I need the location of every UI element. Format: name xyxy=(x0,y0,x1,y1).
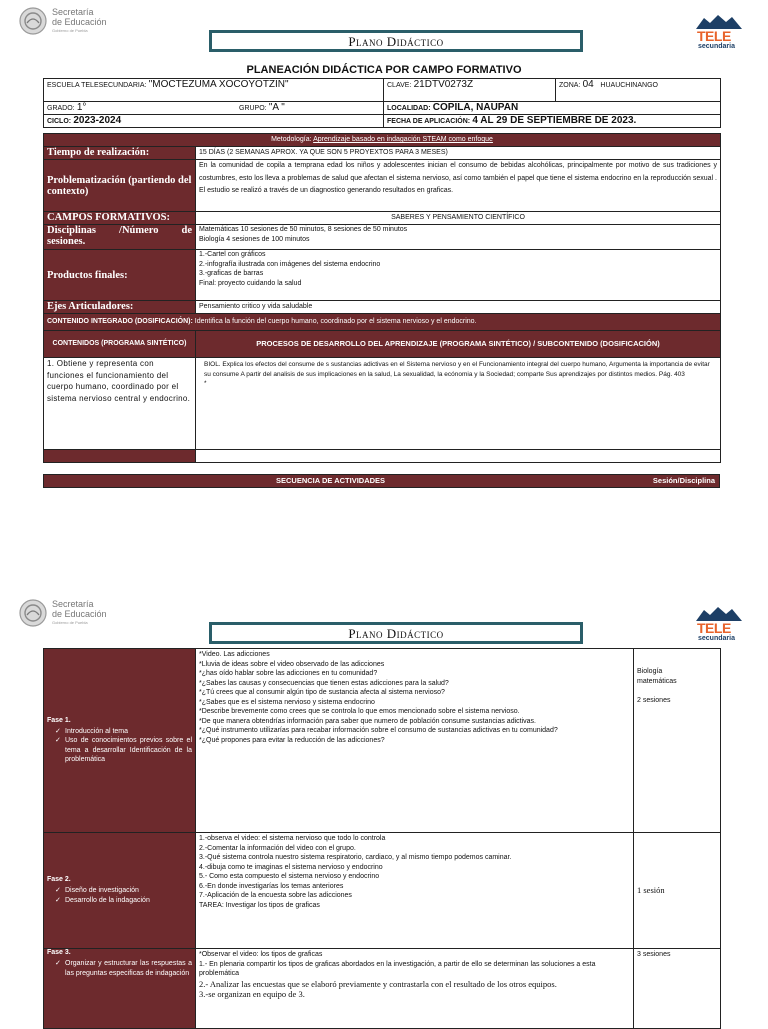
page-2 xyxy=(0,592,768,1024)
activity-line: 1.-observa el video: el sistema nervioso que todo lo controla xyxy=(199,835,386,842)
ciclo-label: CICLO: xyxy=(47,118,72,125)
sep-logo-line3: Gobierno de Puebla xyxy=(52,620,88,625)
blank-cell xyxy=(44,450,196,463)
contenido-text: 1. Obtiene y representa con funciones el funcionamiento del cuerpo humano, coordinado por el sistema nervioso central y endocrino. xyxy=(44,358,196,450)
productos-label: Productos finales: xyxy=(44,250,196,301)
activity-line: *¿Tú crees que al consumir algún tipo de sustancia afecta al sistema nervioso? xyxy=(199,689,445,696)
tiempo-label: Tiempo de realización: xyxy=(44,147,196,160)
session-line: 2 sesiones xyxy=(637,696,671,704)
fase-2-item: ✓ Diseño de investigación xyxy=(65,886,192,896)
fase-2-cell xyxy=(44,833,196,949)
tiempo-value: 15 DÍAS (2 SEMANAS APROX. YA QUE SON 5 PROYEXTOS PARA 3 MESES) xyxy=(196,147,721,160)
problematizacion-value: En la comunidad de copila a temprana edad los niños y adolescentes inician el consumo de bebidas alcohólicas, principalmente por motivo de sus tradiciones y costumbres, esto los lleva a problemas de salud que afectan el sistema nervioso, así como también el papel que tiene el sistema endocrino en la reproducción sexual . El estudio se realizó a través de un diagnostico generando resultados en graficas. xyxy=(196,160,721,212)
fase-2-activities xyxy=(196,833,634,949)
producto-line: 2.-infografía ilustrada con imágenes del sistema endocrino xyxy=(199,260,381,268)
fecha-cell xyxy=(384,115,721,128)
fase-3-activities xyxy=(196,949,634,1029)
activity-line: 2.- Analizar las encuestas que se elaboró previamente y contrastarla con el resultado de los otros equipos. xyxy=(199,978,557,989)
localidad-cell xyxy=(384,102,721,115)
planning-table xyxy=(43,133,721,463)
ejes-value: Pensamiento critico y vida saludable xyxy=(196,301,721,314)
activity-line: *Observar el video: los tipos de graficas xyxy=(199,951,323,958)
contenido-integrado-row xyxy=(44,314,721,331)
session-line: Biología xyxy=(637,668,663,675)
zona-label: ZONA: xyxy=(559,82,581,89)
activity-line: *¿Sabes las causas y consecuencias que tienen estas adicciones para la salud? xyxy=(199,679,449,687)
fase-2-title: Fase 2. xyxy=(47,876,71,883)
sep-logo xyxy=(18,598,158,630)
activity-line: 5.- Como esta compuesto el sistema nervioso y endocrino xyxy=(199,873,380,880)
activity-line: *Video. Las adicciones xyxy=(199,651,270,658)
escuela-value: "MOCTEZUMA XOCOYOTZIN" xyxy=(148,79,289,90)
seal-icon xyxy=(18,6,48,36)
localidad-label: LOCALIDAD: xyxy=(387,105,431,112)
plano-title: Plano Didáctico xyxy=(209,622,583,644)
fecha-value: 4 AL 29 DE SEPTIEMBRE DE 2023. xyxy=(472,115,637,126)
sep-logo-line2: de Educación xyxy=(52,17,107,27)
grupo-value: "A " xyxy=(268,102,285,113)
disciplinas-label: Disciplinas /Número de sesiones. xyxy=(44,225,196,250)
blank-cell xyxy=(196,450,721,463)
fase-1-activities xyxy=(196,649,634,833)
secuencia-bar xyxy=(43,474,720,488)
procesos-header: PROCESOS DE DESARROLLO DEL APRENDIZAJE (PROGRAMA SINTÉTICO) / SUBCONTENIDO (DOSIFICACIÓN) xyxy=(196,331,721,358)
school-info-table xyxy=(43,78,721,128)
session-line xyxy=(637,686,717,696)
disciplinas-value xyxy=(196,225,721,250)
fase-2-item: ✓ Desarrollo de la indagación xyxy=(65,896,192,906)
metodologia-value: Aprendizaje basado en indagación STEAM como enfoque xyxy=(313,136,493,143)
zona-place: HUAUCHINANGO xyxy=(600,82,658,89)
activity-line: *Lluvia de ideas sobre el video observado de las adicciones xyxy=(199,660,385,668)
plano-title: Plano Didáctico xyxy=(209,30,583,52)
session-line: 1 sesión xyxy=(637,884,665,895)
page-1 xyxy=(0,0,768,512)
problematizacion-label-text: Problematización (partiendo del contexto) xyxy=(47,174,192,197)
ejes-label: Ejes Articuladores: xyxy=(44,301,196,314)
fase-1-item: ✓ Introducción al tema xyxy=(65,727,192,737)
clave-label: CLAVE: xyxy=(387,82,412,89)
clave-cell xyxy=(384,79,556,102)
activity-line: 3.-se organizan en equipo de 3. xyxy=(199,988,305,999)
activity-line: *Describe brevemente como crees que se controla lo que emos mencionado sobre el sistema nervioso. xyxy=(199,708,520,715)
disciplina-line: Biología 4 sesiones de 100 minutos xyxy=(199,235,310,243)
activity-line: *¿has oído hablar sobre las adicciones en tu comunidad? xyxy=(199,670,378,677)
activity-line: 2.-Comentar la información del video con el grupo. xyxy=(199,844,356,852)
campos-label: CAMPOS FORMATIVOS: xyxy=(44,212,196,225)
fase-1-cell xyxy=(44,649,196,833)
producto-line: 1.-Cartel con gráficos xyxy=(199,251,266,258)
sep-logo xyxy=(18,6,158,38)
sep-logo-line2: de Educación xyxy=(52,609,107,619)
session-line: matemáticas xyxy=(637,677,677,685)
campos-value: SABERES Y PENSAMIENTO CIENTÍFICO xyxy=(196,212,721,225)
tele-logo-text: TELE xyxy=(697,28,731,44)
activity-line: 3.-Qué sistema controla nuestro sistema respiratorio, cardiaco, y al mismo tiempo podemos caminar. xyxy=(199,854,512,861)
fase-2-sessions xyxy=(634,833,721,949)
problematizacion-label xyxy=(44,160,196,212)
zona-cell xyxy=(556,79,721,102)
producto-line: Final: proyecto cuidando la salud xyxy=(199,279,302,287)
sep-logo-line1: Secretaría xyxy=(52,599,94,609)
contenidos-header: CONTENIDOS (PROGRAMA SINTÉTICO) xyxy=(44,331,196,358)
zona-value: 04 xyxy=(582,79,594,90)
producto-line: 3.-graficas de barras xyxy=(199,270,264,277)
activity-line: *De que manera obtendrías información para saber que numero de población consume sustancias adictivas. xyxy=(199,717,536,725)
metodologia-label: Metodología: xyxy=(271,136,312,143)
escuela-cell xyxy=(44,79,384,102)
telesecundaria-logo xyxy=(694,606,744,650)
fecha-label: FECHA DE APLICACIÓN: xyxy=(387,118,471,125)
activity-line: 1.- En plenaria compartir los tipos de graficas abordados en la investigación, a partir de ello se determinan las soluciones a esta problemática xyxy=(199,960,596,977)
clave-value: 21DTV0273Z xyxy=(413,79,474,90)
localidad-value: COPILA, NAUPAN xyxy=(432,102,519,113)
tele-logo-sub: secundaria xyxy=(698,43,735,50)
grupo-label: GRUPO: xyxy=(239,105,267,112)
activity-line: 4.-dibuja como te imaginas el sistema nervioso y endocrino xyxy=(199,863,383,871)
contenido-integrado-value: Identifica la función del cuerpo humano, coordinado por el sistema nervioso y el endocrino. xyxy=(194,318,477,325)
fase-1-title: Fase 1. xyxy=(47,716,71,724)
productos-value xyxy=(196,250,721,301)
fase-1-sessions xyxy=(634,649,721,833)
session-line: 3 sesiones xyxy=(637,951,671,958)
activity-line: *¿Qué propones para evitar la reducción de las adicciones? xyxy=(199,736,385,744)
sep-logo-line3: Gobierno de Puebla xyxy=(52,28,88,33)
tele-logo-sub: secundaria xyxy=(698,635,735,642)
grado-label: GRADO: xyxy=(47,105,75,112)
telesecundaria-logo xyxy=(694,14,744,58)
activity-line: 7.-Aplicación de la encuesta sobre las adicciones xyxy=(199,892,352,899)
ciclo-value: 2023-2024 xyxy=(73,115,122,126)
activity-line: TAREA: Investigar los tipos de graficas xyxy=(199,901,320,909)
seal-icon xyxy=(18,598,48,628)
contenido-integrado-label: CONTENIDO INTEGRADO (DOSIFICACIÓN): xyxy=(47,318,193,325)
tele-logo-text: TELE xyxy=(697,620,731,636)
grado-cell xyxy=(44,102,384,115)
activities-table xyxy=(43,648,721,1029)
activity-line: 6.-En donde investigarías los temas anteriores xyxy=(199,882,344,890)
fase-1-item: ✓ Uso de conocimientos previos sobre el tema a desarrollar Identificación de la problemática xyxy=(65,736,192,765)
proceso-bullet: * xyxy=(204,380,207,387)
sep-logo-line1: Secretaría xyxy=(52,7,94,17)
fase-3-title: Fase 3. xyxy=(47,949,71,956)
metodologia-row xyxy=(44,134,721,147)
secuencia-label: SECUENCIA DE ACTIVIDADES xyxy=(276,476,386,485)
fase-3-sessions xyxy=(634,949,721,1029)
proceso-text: BIOL. Explica los efectos del consume de s sustancias adictivas en el Sistema nervioso y en el Funcionamiento integral del cuerpo humano, Argumenta la importancia de evitar su consume A partir del analisis de sus implicaciones en la salud, La sexualidad, la ecónomia y la Sociedad; comparte Sus aprendizajes por distintos medios. Pág. 403 xyxy=(204,361,710,378)
fase-3-item: ✓ Organizar y estructurar las respuestas a las preguntas especificas de indagación xyxy=(65,959,192,978)
proceso-cell xyxy=(196,358,721,450)
disciplina-line: Matemáticas 10 sesiones de 50 minutos, 8 sesiones de 50 minutos xyxy=(199,226,408,233)
ciclo-cell xyxy=(44,115,384,128)
fase-3-cell xyxy=(44,949,196,1029)
grado-value: 1° xyxy=(76,102,87,113)
document-title: PLANEACIÓN DIDÁCTICA POR CAMPO FORMATIVO xyxy=(246,64,522,76)
sesion-label: Sesión/Disciplina xyxy=(652,476,715,485)
escuela-label: ESCUELA TELESECUNDARIA: xyxy=(47,82,147,89)
activity-line: *¿Sabes que es el sistema nervioso y sistema endocrino xyxy=(199,698,375,706)
activity-line: *¿Qué instrumento utilizarías para recabar información sobre el consumo de sustancias adictivas en tu comunidad? xyxy=(199,727,558,734)
